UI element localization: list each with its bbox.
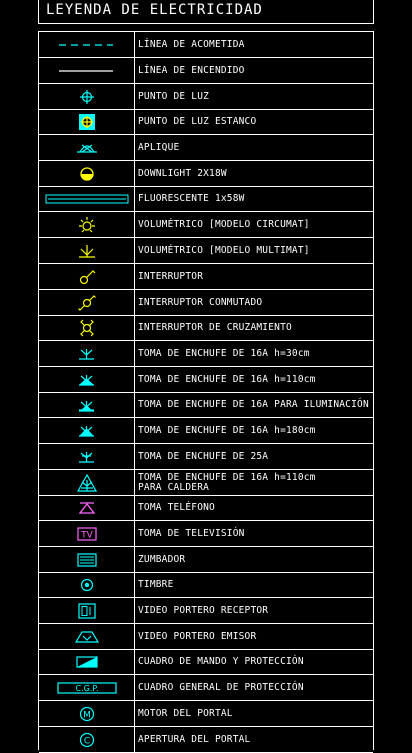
legend-row — [39, 161, 373, 187]
switch-icon — [39, 264, 135, 289]
svg-text:M: M — [82, 709, 91, 720]
crossover-switch-icon — [39, 316, 135, 340]
legend-title-box — [38, 0, 374, 24]
legend-label: DOWNLIGHT 2X18W — [138, 167, 227, 179]
legend-row — [39, 418, 373, 444]
volumetric-multimat-icon — [39, 238, 135, 263]
tv-socket-icon — [39, 521, 135, 546]
legend-row — [39, 624, 373, 650]
legend-row — [39, 110, 373, 135]
legend-label: TOMA DE ENCHUFE DE 16A h=110cm PARA CALDERA — [138, 471, 316, 493]
legend-label: ZUMBADOR — [138, 553, 186, 565]
video-intercom-emitter-icon — [39, 624, 135, 649]
legend-label: INTERRUPTOR DE CRUZAMIENTO — [138, 322, 292, 333]
socket-180-icon — [39, 418, 135, 443]
socket-boiler-icon — [39, 470, 135, 495]
svg-text:C.G.P.: C.G.P. — [75, 683, 98, 693]
legend-label: VOLUMÉTRICO [MODELO MULTIMAT] — [138, 244, 310, 256]
buzzer-icon — [39, 547, 135, 572]
legend-label: TOMA DE ENCHUFE DE 25A — [138, 450, 269, 462]
legend-row — [39, 264, 373, 290]
legend-row — [39, 393, 373, 418]
legend-row — [39, 675, 373, 701]
video-intercom-receiver-icon — [39, 598, 135, 623]
gate-motor-icon — [39, 701, 135, 726]
svg-text:TV: TV — [80, 530, 93, 540]
main-protection-panel-icon — [39, 675, 135, 700]
legend-row — [39, 238, 373, 264]
legend-label: TIMBRE — [138, 579, 174, 590]
legend-row — [39, 701, 373, 727]
sealed-light-point-icon — [39, 110, 135, 134]
legend-row — [39, 650, 373, 675]
legend-row — [39, 84, 373, 110]
legend-row — [39, 496, 373, 521]
legend-label: FLUORESCENTE 1x58W — [138, 193, 245, 204]
legend-label: TOMA DE ENCHUFE DE 16A h=30cm — [138, 347, 310, 359]
fluorescent-icon — [39, 187, 135, 211]
legend-row — [39, 58, 373, 84]
legend-row — [39, 521, 373, 547]
legend-label: LÍNEA DE ENCENDIDO — [138, 64, 245, 76]
legend-row — [39, 367, 373, 393]
legend-label: PUNTO DE LUZ — [138, 90, 210, 102]
volumetric-circumat-icon — [39, 212, 135, 237]
legend-table — [38, 31, 374, 750]
legend-label: TOMA DE ENCHUFE DE 16A h=180cm — [138, 424, 316, 436]
legend-row — [39, 316, 373, 341]
wall-light-icon — [39, 135, 135, 160]
legend-label: MOTOR DEL PORTAL — [138, 707, 233, 719]
socket-lighting-icon — [39, 393, 135, 417]
gate-opener-icon — [39, 727, 135, 752]
legend-label: VOLUMÉTRICO [MODELO CIRCUMAT] — [138, 218, 310, 230]
legend-label: PUNTO DE LUZ ESTANCO — [138, 116, 257, 127]
socket-25a-icon — [39, 444, 135, 469]
legend-row — [39, 341, 373, 367]
legend-label: TOMA DE ENCHUFE DE 16A PARA ILUMINACIÓN — [138, 399, 369, 410]
legend-label: APERTURA DEL PORTAL — [138, 733, 251, 745]
legend-row — [39, 212, 373, 238]
legend-row — [39, 573, 373, 598]
legend-label: APLIQUE — [138, 141, 180, 153]
legend-row — [39, 727, 373, 753]
legend-label: INTERRUPTOR — [138, 270, 204, 282]
distribution-board-icon — [39, 650, 135, 674]
legend-row — [39, 547, 373, 573]
legend-label: TOMA DE ENCHUFE DE 16A h=110cm — [138, 373, 316, 385]
downlight-icon — [39, 161, 135, 186]
two-way-switch-icon — [39, 290, 135, 315]
socket-30-icon — [39, 341, 135, 366]
legend-label: VIDEO PORTERO RECEPTOR — [138, 604, 269, 616]
legend-label: VIDEO PORTERO EMISOR — [138, 630, 257, 642]
legend-row — [39, 32, 373, 58]
legend-row — [39, 187, 373, 212]
legend-row — [39, 444, 373, 470]
legend-label: CUADRO DE MANDO Y PROTECCIÓN — [138, 656, 304, 667]
doorbell-icon — [39, 573, 135, 597]
legend-label: INTERRUPTOR CONMUTADO — [138, 296, 263, 308]
telephone-socket-icon — [39, 496, 135, 520]
socket-110-icon — [39, 367, 135, 392]
legend-row — [39, 470, 373, 496]
dashed-line-icon — [39, 32, 135, 57]
legend-label: CUADRO GENERAL DE PROTECCIÓN — [138, 681, 304, 693]
legend-label: TOMA DE TELEVISIÓN — [138, 527, 245, 539]
legend-label: TOMA TELÉFONO — [138, 502, 215, 513]
legend-row — [39, 598, 373, 624]
legend-row — [39, 290, 373, 316]
page-title: LEYENDA DE ELECTRICIDAD — [46, 2, 263, 18]
solid-line-icon — [39, 58, 135, 83]
svg-text:C: C — [83, 735, 90, 746]
legend-label: LÍNEA DE ACOMETIDA — [138, 38, 245, 50]
legend-row — [39, 135, 373, 161]
light-point-icon — [39, 84, 135, 109]
